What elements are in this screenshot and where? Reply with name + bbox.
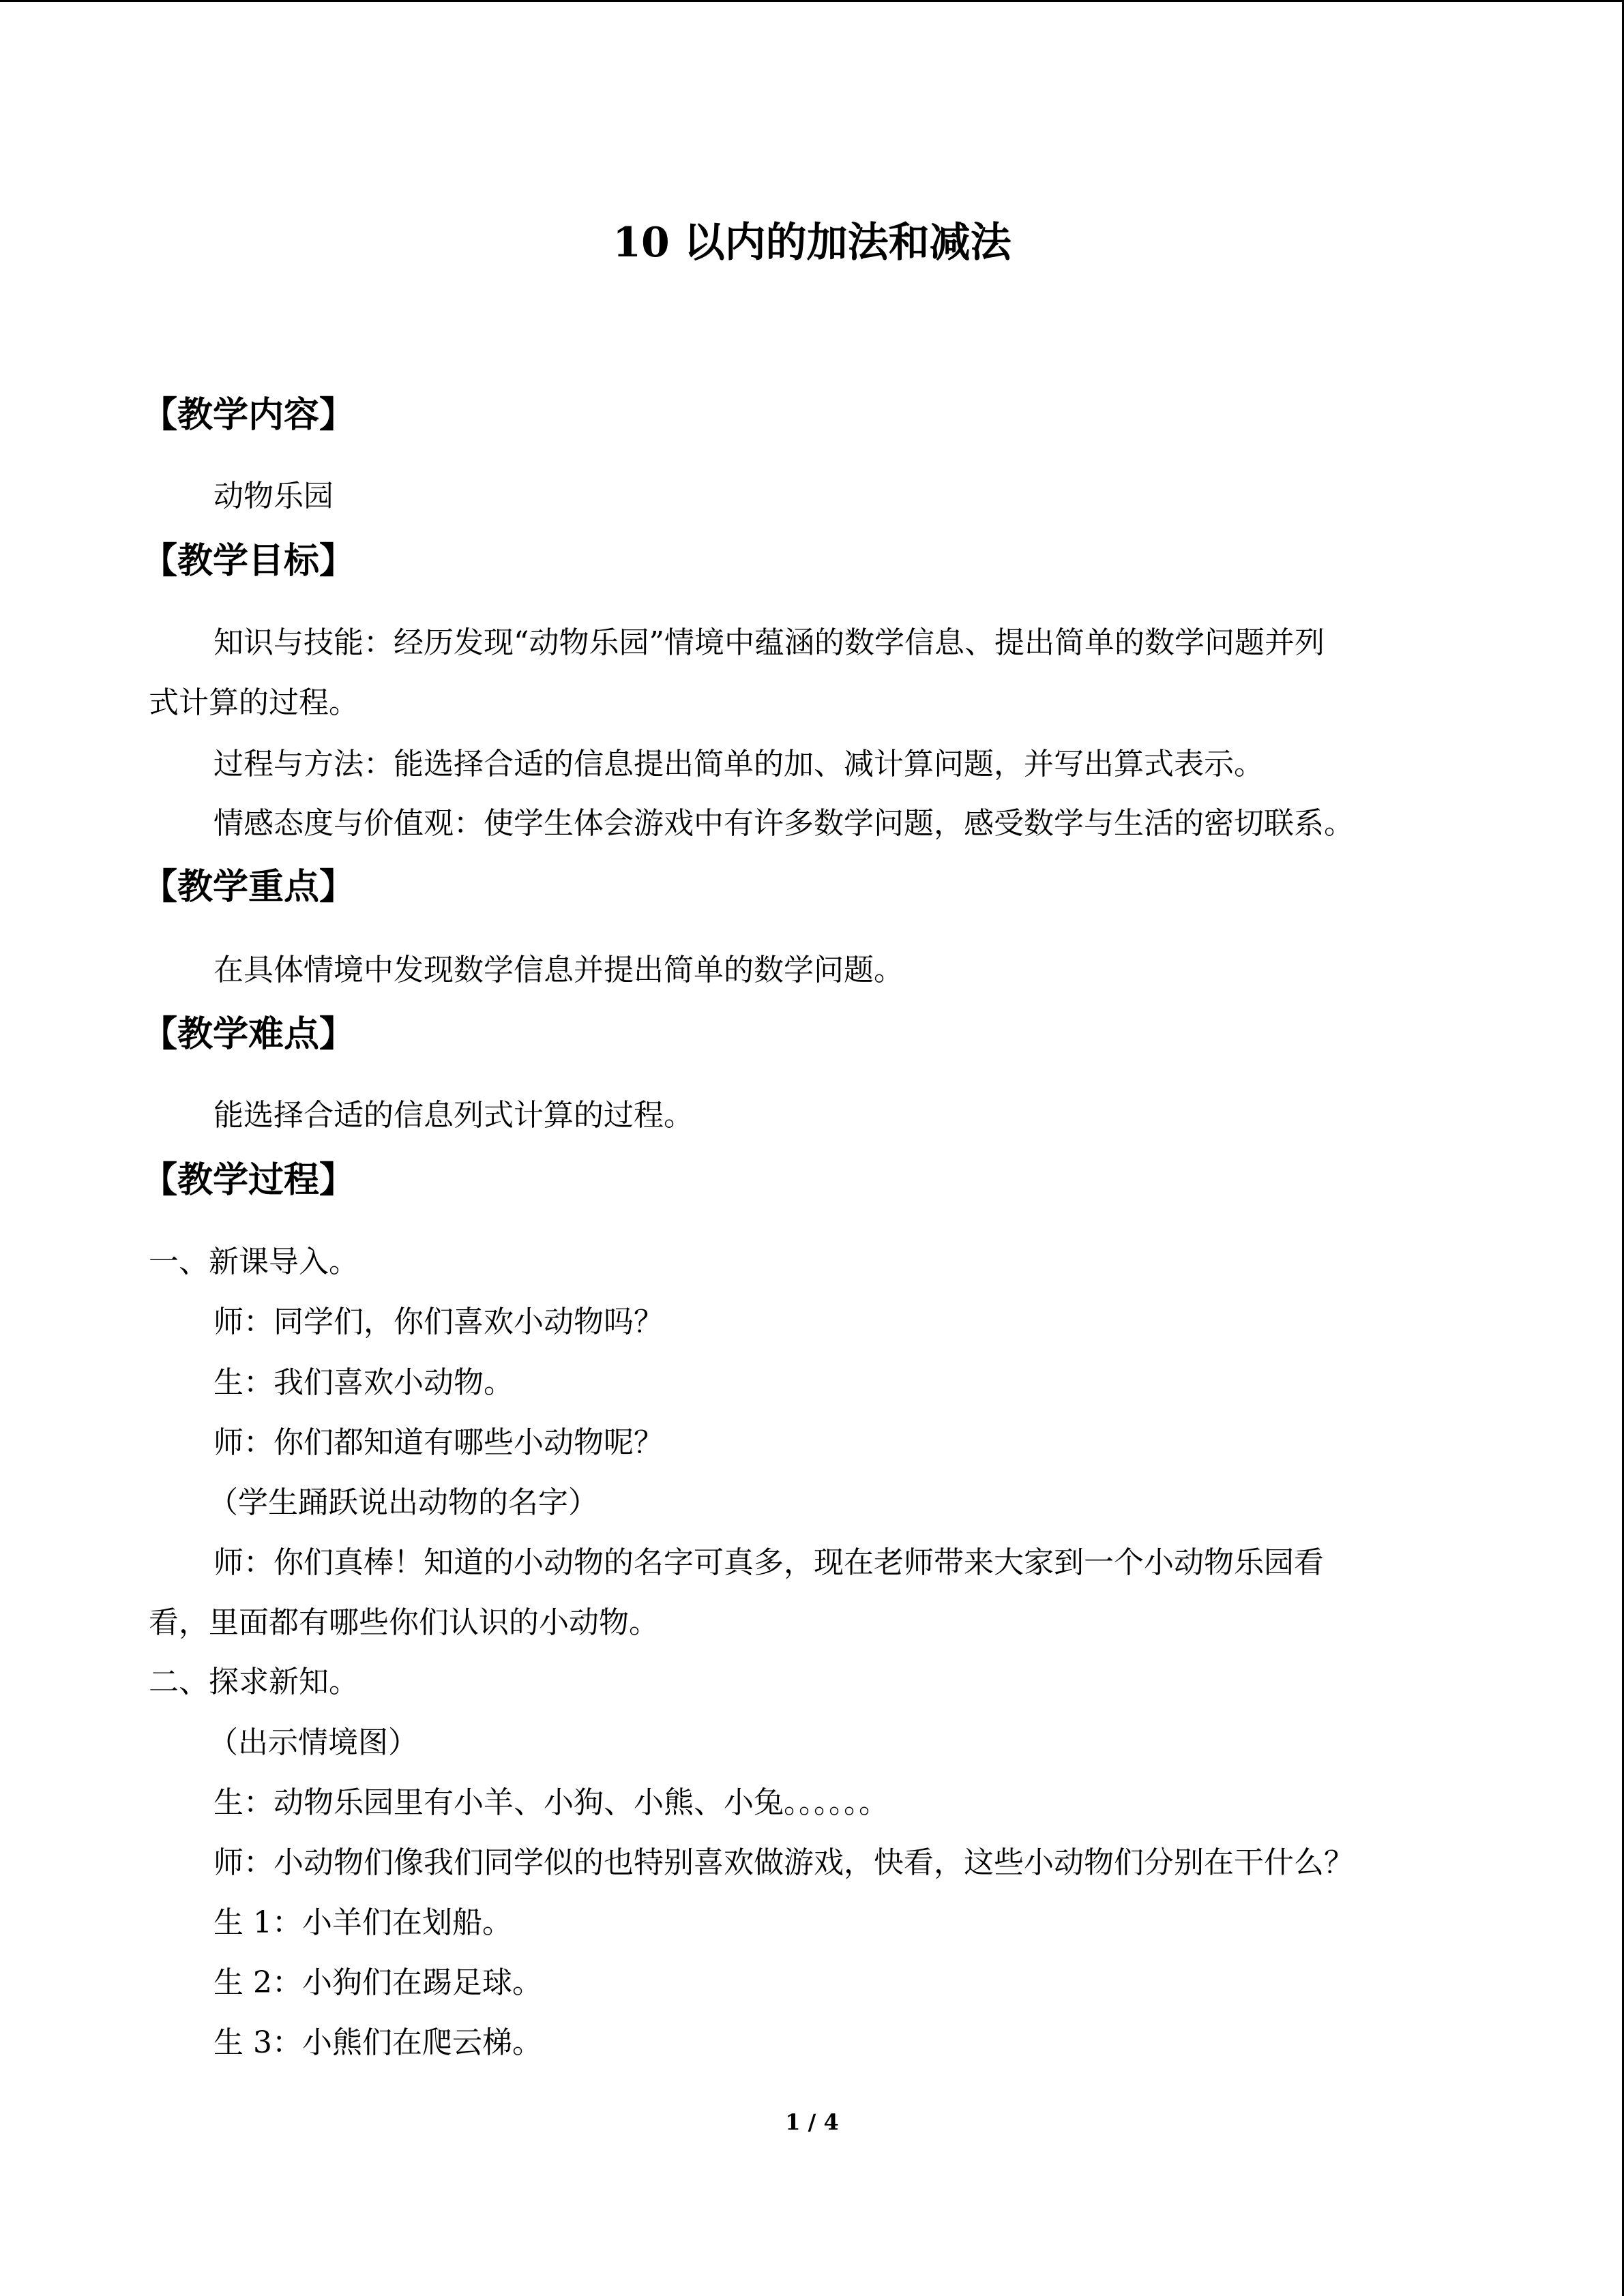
page-indicator: 1 / 4: [785, 2109, 839, 2135]
heading-difficulties: 【教学难点】: [142, 1013, 355, 1055]
process-part1-title: 一、新课导入。: [149, 1244, 359, 1279]
goal-attitude: 情感态度与价值观：使学生体会游戏中有许多数学问题，感受数学与生活的密切联系。: [213, 806, 1354, 841]
process-line: 师：小动物们像我们同学似的也特别喜欢做游戏，快看，这些小动物们分别在干什么？: [213, 1845, 1354, 1880]
content-text: 动物乐园: [213, 479, 334, 513]
process-line: 生 2：小狗们在踢足球。: [213, 1965, 542, 2000]
key-points-text: 在具体情境中发现数学信息并提出简单的数学问题。: [213, 953, 904, 987]
process-line-wrap: 看，里面都有哪些你们认识的小动物。: [149, 1605, 659, 1640]
process-line: 生 3：小熊们在爬云梯。: [213, 2025, 542, 2060]
process-line: 生 1：小羊们在划船。: [213, 1905, 512, 1940]
process-line: 生：我们喜欢小动物。: [213, 1365, 514, 1400]
heading-key-points: 【教学重点】: [142, 866, 355, 908]
heading-process: 【教学过程】: [142, 1159, 355, 1201]
difficulties-text: 能选择合适的信息列式计算的过程。: [213, 1098, 694, 1133]
heading-goals: 【教学目标】: [142, 540, 355, 582]
goal-method: 过程与方法：能选择合适的信息提出简单的加、减计算问题，并写出算式表示。: [213, 747, 1264, 781]
process-line: 师：你们真棒！知道的小动物的名字可真多，现在老师带来大家到一个小动物乐园看: [213, 1545, 1324, 1580]
process-part2-title: 二、探求新知。: [149, 1665, 359, 1699]
goal-knowledge-line-2: 式计算的过程。: [149, 685, 359, 720]
process-line: 师：你们都知道有哪些小动物呢？: [213, 1425, 664, 1460]
page-title: 10 以内的加法和减法: [612, 219, 1012, 267]
process-line: 师：同学们，你们喜欢小动物吗？: [213, 1304, 664, 1339]
process-line: （学生踊跃说出动物的名字）: [208, 1485, 598, 1520]
process-line: 生：动物乐园里有小羊、小狗、小熊、小兔。。。。。。: [213, 1785, 889, 1820]
heading-content: 【教学内容】: [142, 394, 355, 436]
process-line: （出示情境图）: [208, 1725, 418, 1760]
goal-knowledge-line-1: 知识与技能：经历发现“动物乐园”情境中蕴涵的数学信息、提出简单的数学问题并列: [213, 625, 1325, 660]
